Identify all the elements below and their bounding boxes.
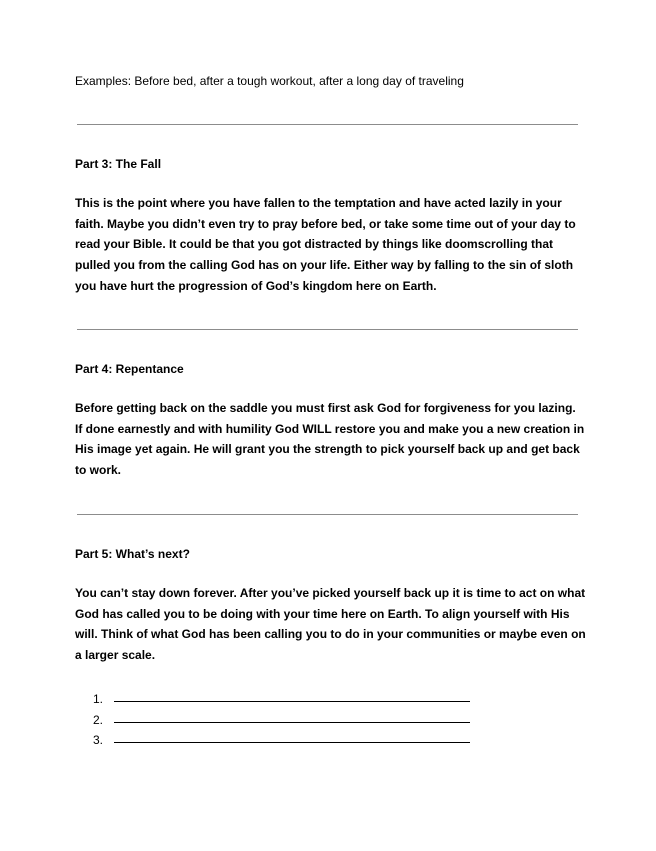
- divider-line: [77, 514, 578, 515]
- part5-paragraph: [75, 583, 595, 666]
- list-item-number: 3.: [93, 733, 104, 747]
- answer-blank-line[interactable]: [114, 742, 470, 743]
- paragraph-line: you have hurt the progression of God’s kingdom here on Earth.: [75, 278, 437, 293]
- paragraph-line: His image yet again. He will grant you the strength to pick yourself back up and get back: [75, 442, 580, 457]
- paragraph-line: You can’t stay down forever. After you’ve picked yourself back up it is time to act on what: [75, 586, 586, 600]
- paragraph-line: This is the point where you have fallen to the temptation and have acted lazily in your: [75, 196, 562, 210]
- divider-line: [77, 329, 578, 330]
- list-item[interactable]: [93, 689, 113, 710]
- answer-blank-line[interactable]: [114, 701, 470, 702]
- answer-blank-list: [93, 689, 113, 751]
- paragraph-line: God has called you to be doing with your time here on Earth. To align yourself with His: [75, 606, 570, 621]
- answer-blank-line[interactable]: [114, 722, 470, 723]
- paragraph-line: will. Think of what God has been calling you to do in your communities or maybe even on: [75, 627, 586, 642]
- paragraph-line: to work.: [75, 463, 122, 478]
- part3-paragraph: [75, 193, 595, 296]
- part5-heading: Part 5: What’s next?: [75, 547, 190, 561]
- paragraph-line: faith. Maybe you didn’t even try to pray before bed, or take some time out of your day to: [75, 216, 576, 231]
- part3-heading: Part 3: The Fall: [75, 157, 162, 171]
- paragraph-line: read your Bible. It could be that you got distracted by things like doomscrolling that: [75, 237, 554, 252]
- list-item-number: 2.: [93, 712, 104, 727]
- divider-line: [77, 124, 578, 125]
- part4-heading: Part 4: Repentance: [75, 362, 184, 376]
- paragraph-line: pulled you from the calling God has on your life. Either way by falling to the sin of sloth: [75, 258, 574, 273]
- list-item[interactable]: [93, 730, 113, 751]
- paragraph-line: Before getting back on the saddle you must first ask God for forgiveness for you lazing.: [75, 401, 576, 415]
- paragraph-line: a larger scale.: [75, 648, 156, 663]
- paragraph-line: If done earnestly and with humility God WILL restore you and make you a new creation in: [75, 421, 585, 436]
- part4-paragraph: [75, 398, 595, 481]
- examples-text: Examples: Before bed, after a tough workout, after a long day of traveling: [75, 74, 464, 88]
- list-item[interactable]: [93, 710, 113, 731]
- list-item-number: 1.: [93, 692, 104, 706]
